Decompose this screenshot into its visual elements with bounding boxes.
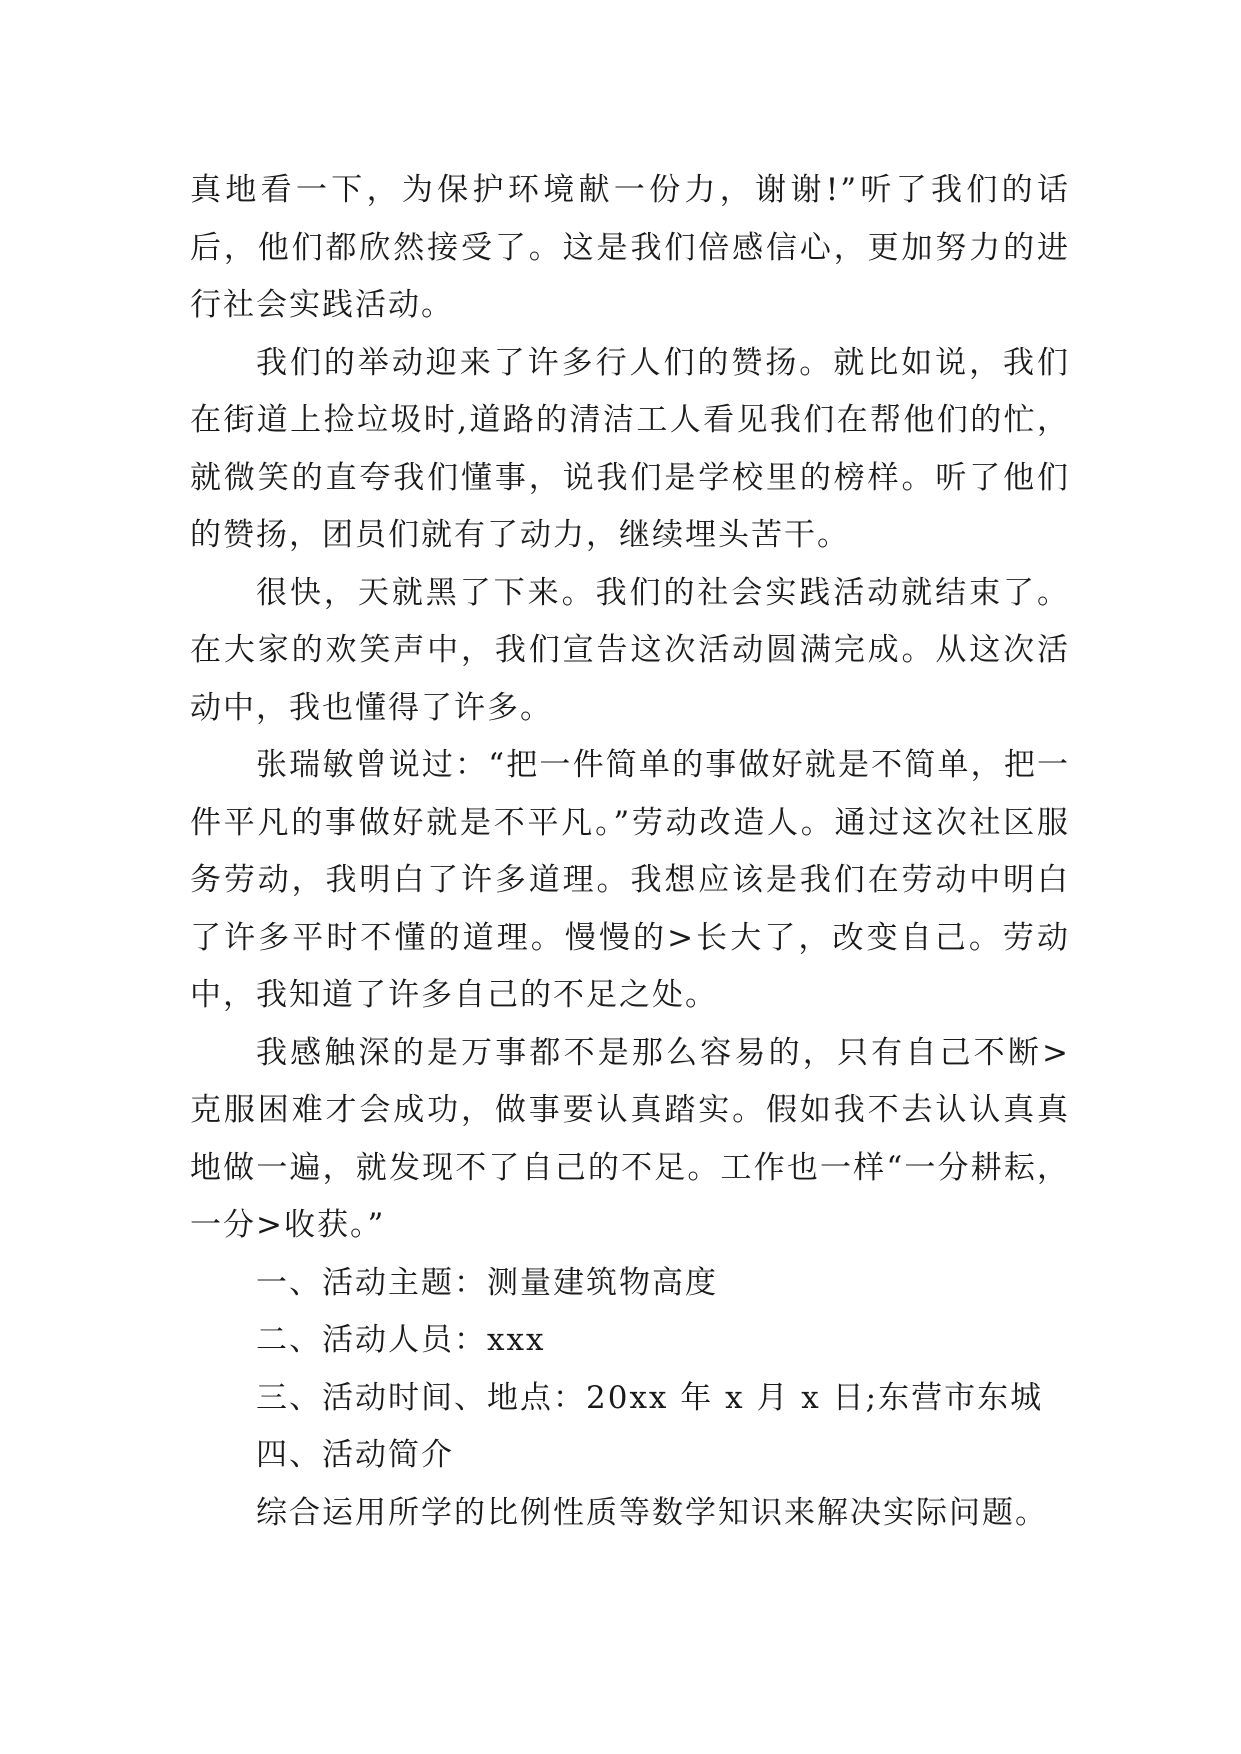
item-activity-intro-text: 综合运用所学的比例性质等数学知识来解决实际问题。 (256, 1494, 1048, 1531)
document-body (190, 162, 1070, 1542)
paragraph-evening: 很快，天就黑了下来。我们的社会实践活动就结束了。在大家的欢笑声中，我们宣告这次活动圆满完成。从这次活动中，我也懂得了许多。 (190, 574, 1070, 726)
item-activity-members: 二、活动人员：xxx (256, 1322, 546, 1358)
paragraph-reflection: 我感触深的是万事都不是那么容易的，只有自己不断>克服困难才会成功，做事要认真踏实。假如我不去认认真真地做一遍，就发现不了自己的不足。工作也一样“一分耕耘，一分>收获。” (190, 1034, 1070, 1243)
item-activity-theme: 一、活动主题：测量建筑物高度 (256, 1264, 718, 1301)
item-activity-intro-heading: 四、活动简介 (256, 1437, 454, 1473)
paragraph-continuation: 真地看一下，为保护环境献一份力，谢谢!”听了我们的话后，他们都欣然接受了。这是我们倍感信心，更加努力的进行社会实践活动。 (190, 172, 1070, 323)
paragraph-quote: 张瑞敏曾说过：“把一件简单的事做好就是不简单，把一件平凡的事做好就是不平凡。”劳动改造人。通过这次社区服务劳动，我明白了许多道理。我想应该是我们在劳动中明白了许多平时不懂的道理。慢慢的>长大了，改变自己。劳动中，我知道了许多自己的不足之处。 (190, 747, 1070, 1013)
paragraph-praise: 我们的举动迎来了许多行人们的赞扬。就比如说，我们在街道上捡垃圾时,道路的清洁工人看见我们在帮他们的忙，就微笑的直夸我们懂事，说我们是学校里的榜样。听了他们的赞扬，团员们就有了动力，继续埋头苦干。 (190, 344, 1070, 553)
item-activity-time-place: 三、活动时间、地点：20xx 年 x 月 x 日;东营市东城 (256, 1379, 1044, 1416)
